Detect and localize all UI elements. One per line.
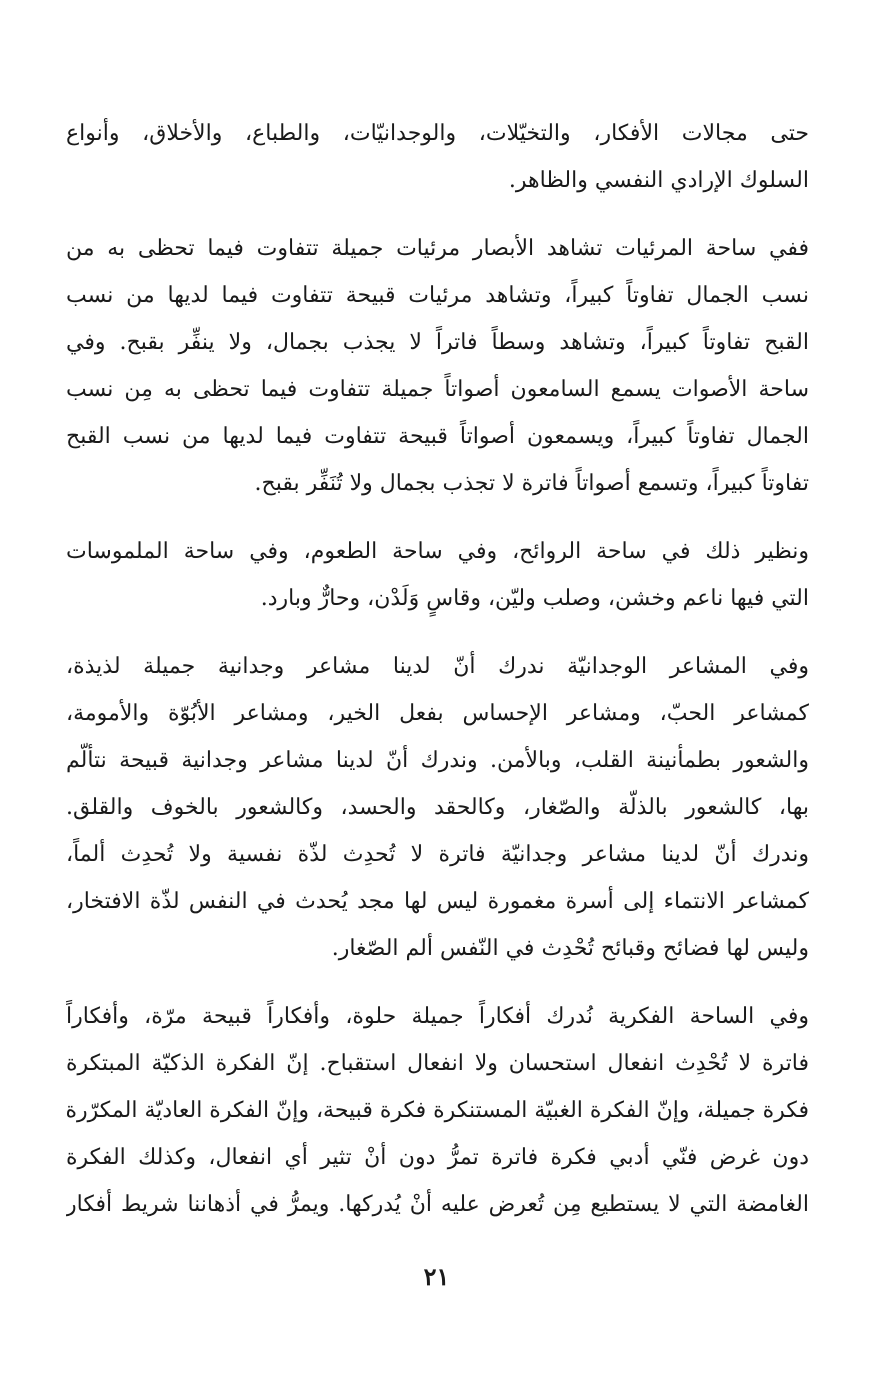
text-line: ففي ساحة المرئيات تشاهد الأبصار مرئيات جميلة تتفاوت فيما تحظى به من <box>66 236 809 261</box>
text-line: نسب الجمال تفاوتاً كبيراً، وتشاهد مرئيات قبيحة تتفاوت فيما لديها من نسب <box>66 283 809 308</box>
page-body <box>66 110 809 1228</box>
text-line: والشعور بطمأنينة القلب، وبالأمن. وندرك أنّ لدينا مشاعر وجدانية قبيحة نتألّم <box>66 748 809 773</box>
text-line: السلوك الإرادي النفسي والظاهر. <box>508 168 809 193</box>
text-line: وليس لها فضائح وقبائح تُحْدِث في النّفس ألم الصّغار. <box>331 936 809 961</box>
paragraph-4 <box>66 643 809 972</box>
paragraph-5 <box>66 993 809 1228</box>
text-line: وفي الساحة الفكرية نُدرك أفكاراً جميلة حلوة، وأفكاراً قبيحة مرّة، وأفكاراً <box>66 1004 809 1029</box>
text-line: كمشاعر الانتماء إلى أسرة مغمورة ليس لها مجد يُحدث في النفس لذّة الافتخار، <box>66 889 809 914</box>
page-number: ٢١ <box>423 1262 450 1291</box>
text-line: الغامضة التي لا يستطيع مِن تُعرض عليه أنْ يُدركها. ويمرُّ في أذهاننا شريط أفكار <box>66 1192 809 1217</box>
text-line: وندرك أنّ لدينا مشاعر وجدانيّة فاترة لا تُحدِث لذّة نفسية ولا تُحدِث ألماً، <box>66 842 809 867</box>
paragraph-3 <box>66 528 809 622</box>
text-line: الجمال تفاوتاً كبيراً، ويسمعون أصواتاً قبيحة تتفاوت فيما لديها من نسب القبح <box>66 424 809 449</box>
text-line: وفي المشاعر الوجدانيّة ندرك أنّ لدينا مشاعر وجدانية جميلة لذيذة، <box>66 654 809 679</box>
text-line: كمشاعر الحبّ، ومشاعر الإحساس بفعل الخير، ومشاعر الأبُوّة والأمومة، <box>66 701 809 726</box>
text-line: تفاوتاً كبيراً، وتسمع أصواتاً فاترة لا تجذب بجمال ولا تُنَفِّر بقبح. <box>254 471 809 496</box>
text-line: دون غرض فنّي أدبي فكرة فاترة تمرُّ دون أنْ تثير أي انفعال، وكذلك الفكرة <box>66 1145 809 1170</box>
text-line: حتى مجالات الأفكار، والتخيّلات، والوجدانيّات، والطباع، والأخلاق، وأنواع <box>66 121 809 146</box>
text-line: القبح تفاوتاً كبيراً، وتشاهد وسطاً فاتراً لا يجذب بجمال، ولا ينفِّر بقبح. وفي <box>66 330 809 355</box>
text-line: التي فيها ناعم وخشن، وصلب وليّن، وقاسٍ وَلَدْن، وحارٌّ وبارد. <box>260 586 809 611</box>
paragraph-1 <box>66 110 809 204</box>
text-line: بها، كالشعور بالذلّة والصّغار، وكالحقد والحسد، وكالشعور بالخوف والقلق. <box>66 795 809 820</box>
text-line: فكرة جميلة، وإنّ الفكرة الغبيّة المستنكرة فكرة قبيحة، وإنّ الفكرة العاديّة المكرّرة <box>66 1098 809 1123</box>
text-line: فاترة لا تُحْدِث انفعال استحسان ولا انفعال استقباح. إنّ الفكرة الذكيّة المبتكرة <box>66 1051 809 1076</box>
paragraph-2 <box>66 225 809 507</box>
text-line: ونظير ذلك في ساحة الروائح، وفي ساحة الطعوم، وفي ساحة الملموسات <box>66 539 809 564</box>
text-line: ساحة الأصوات يسمع السامعون أصواتاً جميلة تتفاوت فيما تحظى به مِن نسب <box>66 377 809 402</box>
